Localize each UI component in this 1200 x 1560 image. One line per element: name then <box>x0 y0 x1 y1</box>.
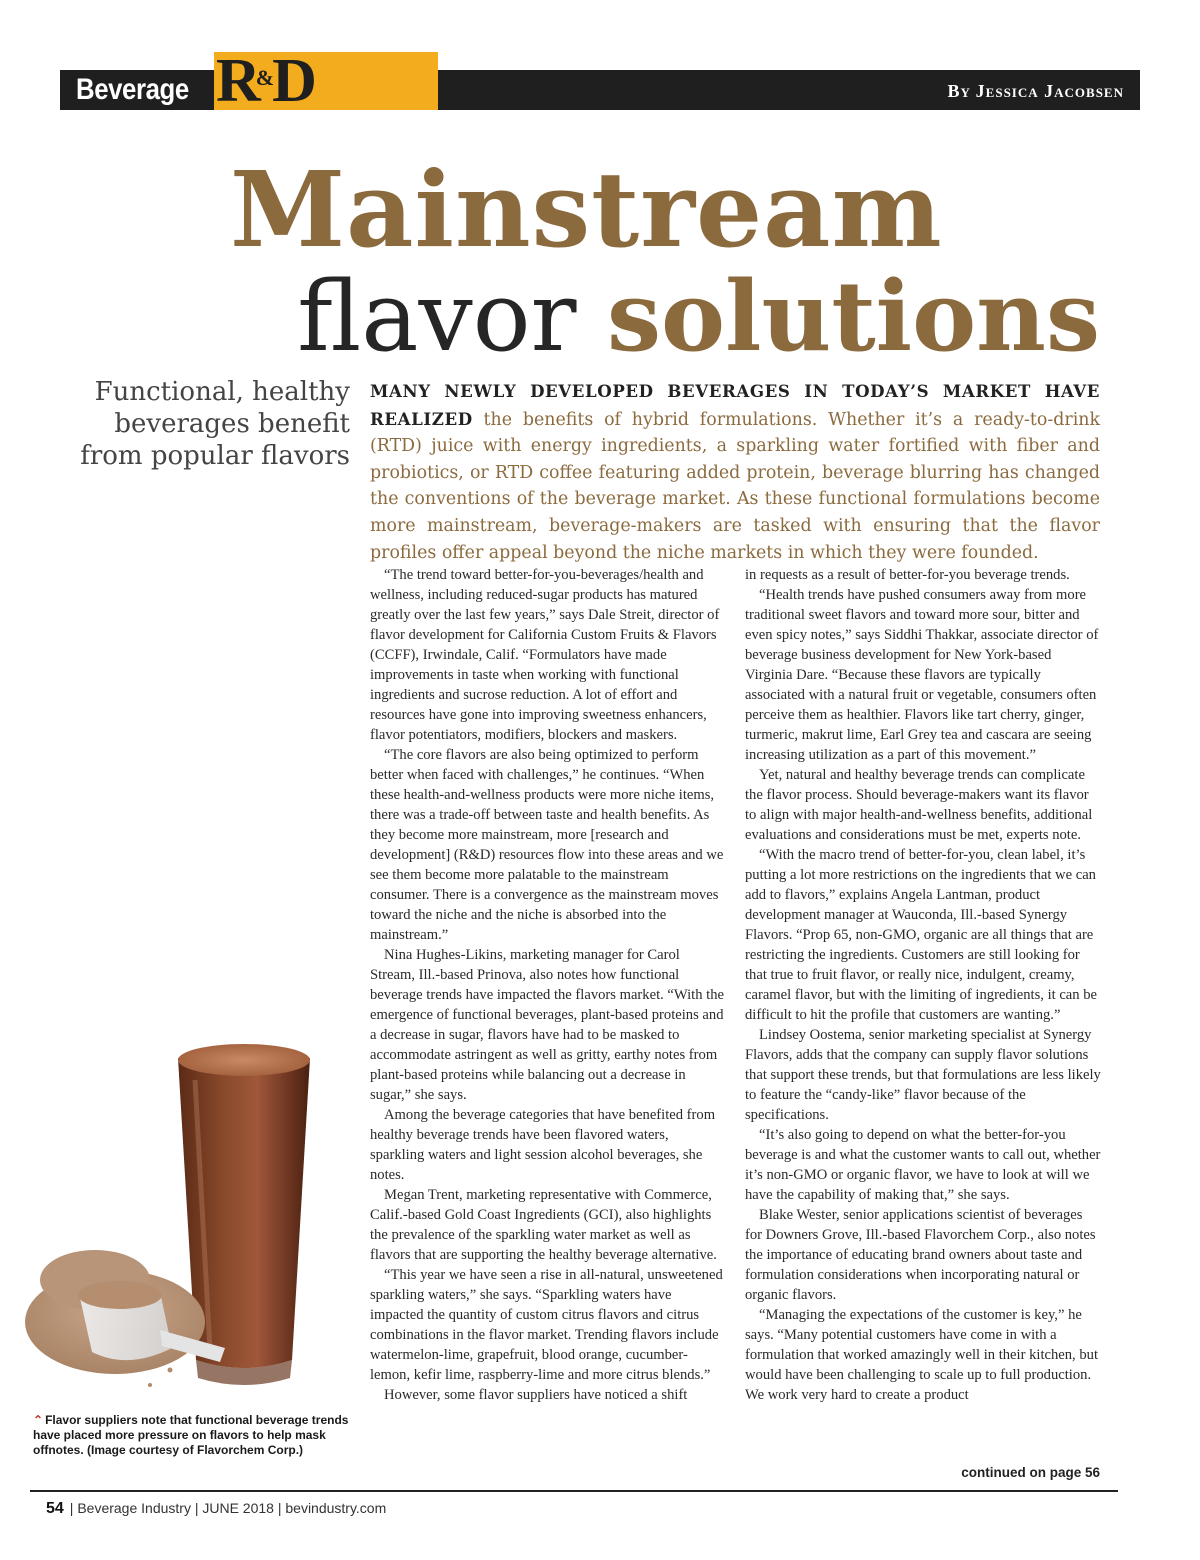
paragraph: “The core flavors are also being optimized to perform better when faced with challenges,” he continues. “When these health-and-wellness products were more niche items, there was a trade-off between taste and health benefits. As they become more mainstream, more [research and development] (R&D) resources flow into these areas and we see them become more palatable to the mainstream consumer. There is a convergence as the mainstream moves toward the niche and the niche is absorbed into the mainstream.” <box>370 747 724 943</box>
paragraph: “It’s also going to depend on what the better-for-you beverage is and what the customer wants to call out, whether it’s non-GMO or organic flavor, we have to look at will we have the capability of making that,” she says. <box>745 1127 1101 1203</box>
rd-logo <box>216 46 314 115</box>
paragraph: “With the macro trend of better-for-you, clean label, it’s putting a lot more restrictions on the ingredients that we can add to flavors,” explains Angela Lantman, product development manager at Wauconda, Ill.-based Synergy Flavors. “Prop 65, non-GMO, organic are all things that are restricting the ingredients. Customers are still looking for that true to fruit flavor, or really nice, indulgent, creamy, caramel flavor, but with the limiting of ingredients, it can be difficult to hit the profile that customers are wanting.” <box>745 847 1097 1023</box>
rd-logo-r: R <box>216 47 258 115</box>
lede-caps: MANY NEWLY DEVELOPED BEVERAGES IN TODAY’S MARKET HAVE REALIZED <box>370 381 1100 429</box>
page-number: 54 <box>46 1500 64 1517</box>
byline-prefix: By <box>947 81 971 101</box>
byline <box>948 70 1124 110</box>
paragraph: Megan Trent, marketing representative with Commerce, Calif.-based Gold Coast Ingredients (GCI), also highlights the prevalence of the sparkling water market as well as flavors that are supporting the healthy beverage alternative. <box>370 1187 717 1263</box>
footer-rule <box>30 1490 1118 1492</box>
paragraph: Yet, natural and healthy beverage trends can complicate the flavor process. Should beverage-makers want its flavor to align with major health-and-wellness benefits, additional evaluations and considerations must be met, experts note. <box>745 767 1093 843</box>
lede-text: the benefits of hybrid formulations. Whether it’s a ready-to-drink (RTD) juice with energy ingredients, a sparkling water fortified with fiber and probiotics, or RTD coffee featuring added protein, beverage blurring has changed the conventions of the beverage market. As these functional formulations become more mainstream, beverage-makers are tasked with ensuring that the flavor profiles offer appeal beyond the niche markets in which they were founded. <box>370 409 1101 563</box>
caption-arrow-icon: ⌃ <box>33 1413 44 1427</box>
paragraph: “Health trends have pushed consumers away from more traditional sweet flavors and toward more sour, bitter and even spicy notes,” says Siddhi Thakkar, associate director of beverage business development for New York-based Virginia Dare. “Because these flavors are typically associated with a natural fruit or vegetable, consumers often perceive them as healthier. Flavors like tart cherry, ginger, turmeric, makrut lime, Earl Grey tea and cascara are seeing increasing utilization as a part of this movement.” <box>745 587 1099 763</box>
paragraph: However, some flavor suppliers have noticed a shift <box>384 1387 688 1403</box>
headline-bold-word: solutions <box>606 260 1100 373</box>
body-column-2 <box>745 565 1101 1405</box>
paragraph: “The trend toward better-for-you-beverages/health and wellness, including reduced-sugar products has matured greatly over the last few years,” says Dale Streit, director of flavor development for California Custom Fruits & Flavors (CCFF), Irwindale, Calif. “Formulators have made improvements in taste when working with functional ingredients and sucrose reduction. A lot of effort and resources have gone into improving sweetness enhancers, flavor potentiators, modifiers, blockers and maskers. <box>370 567 720 743</box>
paragraph: in requests as a result of better-for-you beverage trends. <box>745 567 1070 583</box>
headline-line-2 <box>297 262 1100 372</box>
paragraph: “Managing the expectations of the customer is key,” he says. “Many potential customers have come in with a formulation that worked amazingly well in their kitchen, but would have been challenging to scale up to full production. We work very hard to create a product <box>745 1307 1098 1403</box>
headline-line-1: Mainstream <box>230 148 943 271</box>
paragraph: Among the beverage categories that have benefited from healthy beverage trends have been flavored waters, sparkling waters and light session alcohol beverages, she notes. <box>370 1107 716 1183</box>
body-column-1 <box>370 565 726 1405</box>
byline-name: Jessica Jacobsen <box>975 81 1124 101</box>
paragraph: Lindsey Oostema, senior marketing specialist at Synergy Flavors, adds that the company can supply flavor solutions that support these trends, but that formulations are less likely to feature the “candy-like” flavor because of the specifications. <box>745 1027 1101 1123</box>
caption-text: Flavor suppliers note that functional beverage trends have placed more pressure on flavors to help mask offnotes. (Image courtesy of Flavorchem Corp.) <box>33 1413 349 1457</box>
section-name: Beverage <box>76 73 189 106</box>
continued-link[interactable]: continued on page 56 <box>961 1465 1100 1480</box>
headline-light-word: flavor <box>297 261 577 373</box>
shake-illustration <box>20 1030 350 1410</box>
folio-text: | Beverage Industry | JUNE 2018 | bevindustry.com <box>69 1500 387 1516</box>
lede-paragraph <box>370 378 1100 566</box>
chocolate-shake-photo <box>20 1030 350 1410</box>
rd-logo-amp: & <box>255 65 275 90</box>
paragraph: “This year we have seen a rise in all-natural, unsweetened sparkling waters,” she says. “Sparkling waters have impacted the quantity of custom citrus flavors and citrus combinations in the flavor market. Trending flavors include watermelon-lime, grapefruit, blood orange, cucumber-lemon, kefir lime, raspberry-lime and more citrus blends.” <box>370 1267 723 1383</box>
rd-logo-d: D <box>272 47 314 115</box>
paragraph: Blake Wester, senior applications scientist of beverages for Downers Grove, Ill.-based Flavorchem Corp., also notes the importance of educating brand owners about taste and formulation considerations when incorporating natural or organic flavors. <box>745 1207 1096 1303</box>
paragraph: Nina Hughes-Likins, marketing manager for Carol Stream, Ill.-based Prinova, also notes how functional beverage trends have impacted the flavors market. “With the emergence of functional beverages, plant-based proteins and a decrease in sugar, flavors have had to be masked to accommodate astringent as well as gritty, earthy notes from plant-based proteins while balancing out a decrease in sugar,” she says. <box>370 947 724 1103</box>
photo-caption <box>33 1413 351 1458</box>
folio <box>46 1498 386 1519</box>
deck: Functional, healthy beverages benefit from popular flavors <box>80 377 350 471</box>
